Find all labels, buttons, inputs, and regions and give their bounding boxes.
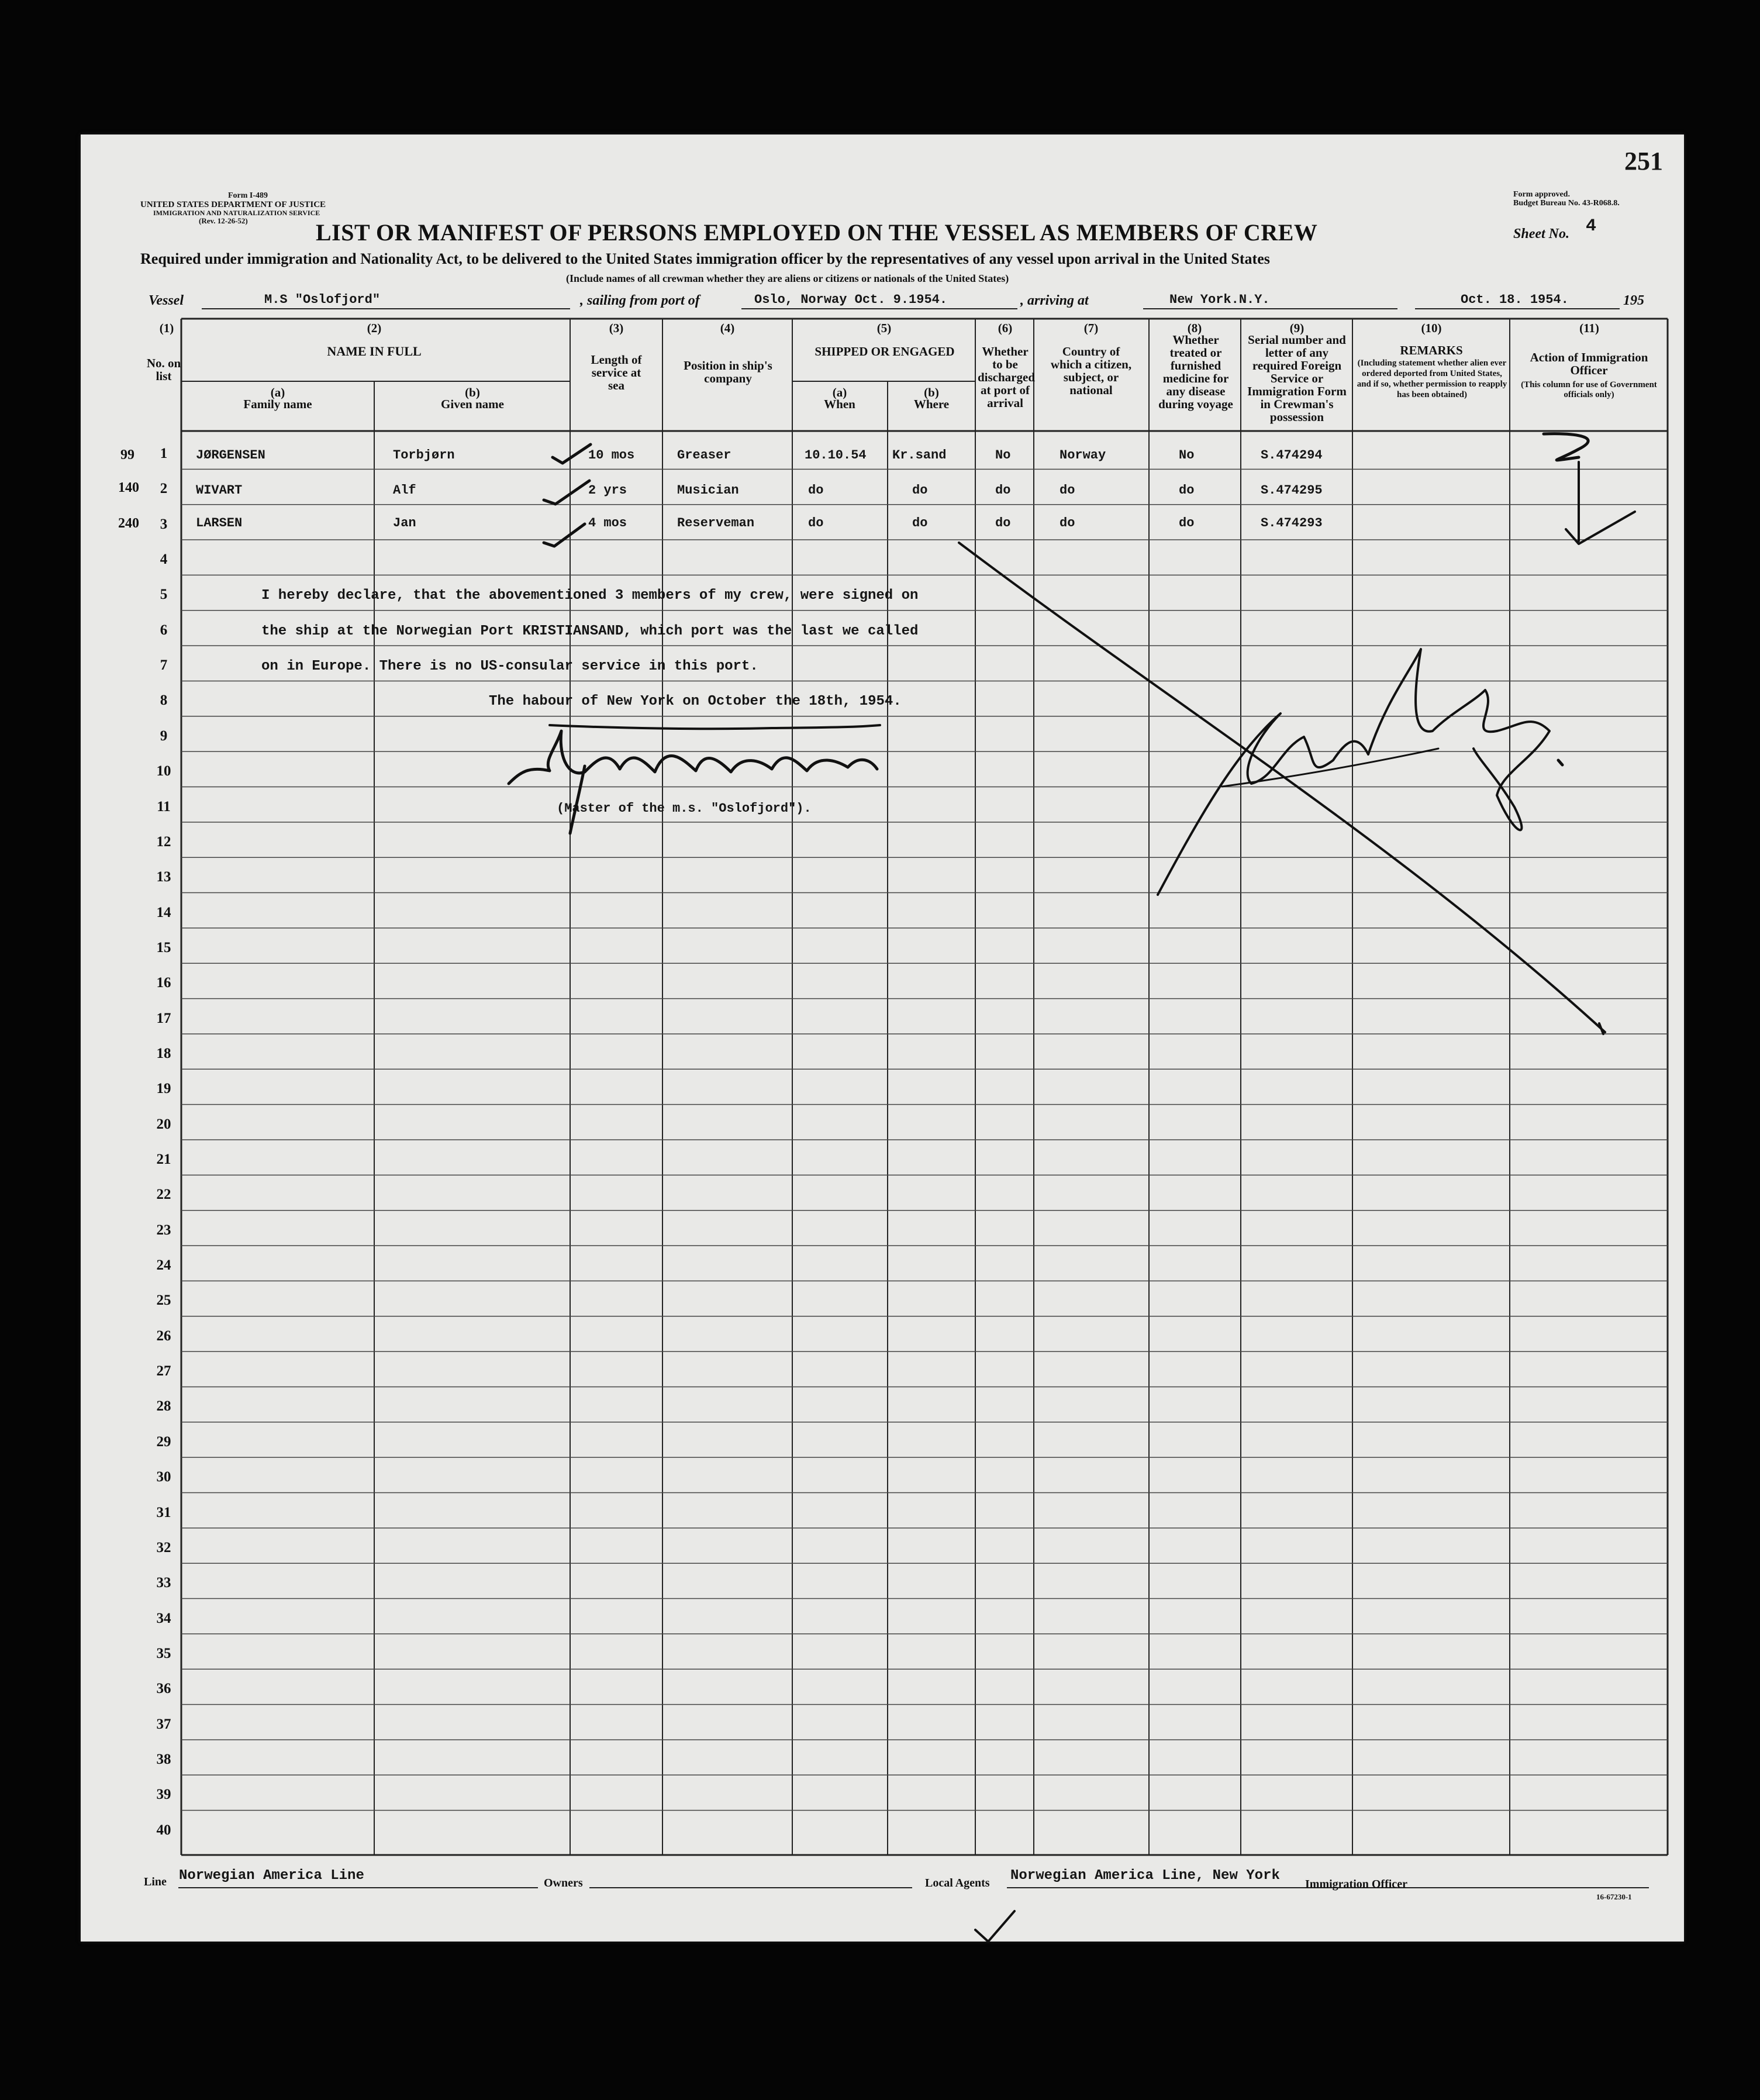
sailing-port: Oslo, Norway Oct. 9.1954. [754, 292, 948, 307]
col7-num: (7) [1083, 321, 1099, 335]
line-number: 37 [156, 1716, 171, 1732]
master-caption: (Master of the m.s. "Oslofjord"). [557, 801, 812, 816]
line-number: 4 [160, 551, 168, 568]
col2a-label: Family name [243, 397, 312, 411]
given-name: Jan [393, 516, 416, 530]
officer-signature [1158, 649, 1550, 895]
line-number: 9 [160, 727, 168, 744]
col5-label: SHIPPED OR ENGAGED [815, 344, 955, 358]
officer-label: Immigration Officer [1305, 1878, 1407, 1891]
agents-value: Norwegian America Line, New York [1010, 1868, 1280, 1884]
col5b-num: (b) [924, 385, 939, 399]
serial-number: S.474294 [1261, 448, 1323, 463]
cancel-line [959, 543, 1605, 1032]
officer-signature [1558, 760, 1562, 765]
col11-note: (This column for use of Government officials only) [1521, 380, 1657, 399]
master-signature [509, 731, 877, 784]
line-number: 18 [156, 1045, 171, 1061]
master-signature [550, 725, 880, 729]
col10-num: (10) [1421, 321, 1442, 335]
print-code: 16-67230-1 [1596, 1892, 1632, 1901]
col5a-num: (a) [832, 385, 847, 399]
service-length: 2 yrs [588, 483, 627, 498]
line-number: 27 [156, 1363, 171, 1380]
given-name: Torbjørn [393, 448, 455, 463]
line-number: 24 [156, 1257, 171, 1274]
action-mark-icon [1544, 434, 1588, 460]
line-number: 14 [156, 904, 171, 920]
declaration-line: the ship at the Norwegian Port KRISTIANSAND, which port was the last we called [261, 623, 919, 639]
service-length: 10 mos [588, 448, 635, 463]
checkmark-icon [553, 444, 591, 463]
position: Reserveman [677, 516, 755, 530]
line-number: 12 [156, 833, 171, 850]
form-approved: Form approved. [1513, 190, 1570, 199]
col8-label: Whether treated or furnished medicine for any disease during voyage [1158, 333, 1233, 411]
action-arrow-icon [1566, 462, 1635, 544]
line-number: 20 [156, 1116, 171, 1132]
col4-label: Position in ship's company [684, 358, 772, 385]
col2a-num: (a) [270, 385, 285, 399]
officer-signature [1222, 749, 1438, 787]
line-number: 1 [160, 446, 168, 461]
col5a-label: When [824, 397, 855, 411]
discharged: do [995, 483, 1011, 498]
form-number: Form I-489 [228, 191, 268, 200]
discharged: No [995, 448, 1011, 463]
line-value: Norwegian America Line [179, 1868, 364, 1884]
col2-num: (2) [367, 321, 382, 335]
form-revision: (Rev. 12-26-52) [199, 216, 248, 225]
line-number: 22 [156, 1187, 171, 1203]
line-number: 34 [156, 1610, 171, 1626]
family-name: LARSEN [196, 516, 243, 530]
engaged-when: do [808, 516, 824, 530]
service-length: 4 mos [588, 516, 627, 530]
line-number: 7 [160, 657, 168, 674]
col5-num: (5) [876, 321, 892, 335]
declaration-line: on in Europe. There is no US-consular service in this port. [261, 658, 758, 674]
country: Norway [1060, 448, 1106, 463]
service-name: IMMIGRATION AND NATURALIZATION SERVICE [153, 209, 320, 217]
country: do [1060, 516, 1075, 530]
position: Musician [677, 483, 739, 498]
arrival-date: Oct. 18. 1954. [1461, 292, 1569, 307]
discharged: do [995, 516, 1011, 530]
col1-label: No. on list [146, 356, 181, 383]
line-number: 28 [156, 1398, 171, 1415]
line-number: 33 [156, 1575, 171, 1591]
col9-label: Serial number and letter of any required Foreign Service or Immigration Form in Crewman's possession [1247, 333, 1347, 424]
form-title: LIST OR MANIFEST OF PERSONS EMPLOYED ON THE VESSEL AS MEMBERS OF CREW [316, 219, 1318, 246]
line-number: 35 [156, 1645, 171, 1661]
col7-label: Country of which a citizen, subject, or national [1050, 344, 1132, 397]
line-number: 17 [156, 1010, 171, 1026]
col5b-label: Where [913, 397, 950, 411]
checkmark-icon [544, 524, 585, 546]
col6-num: (6) [998, 321, 1013, 335]
position: Greaser [677, 448, 731, 463]
col10-note: (Including statement whether alien ever ordered deported from United States, and if so, whether permission to reapply has been obtained) [1357, 358, 1507, 399]
arrival-port: New York.N.Y. [1169, 292, 1270, 307]
col4-num: (4) [720, 321, 735, 335]
col1-num: (1) [159, 321, 174, 335]
checkmark-icon [975, 1911, 1014, 1942]
col3-num: (3) [609, 321, 624, 335]
engaged-where: Kr.sand [892, 448, 947, 463]
medicine: No [1179, 448, 1195, 463]
engaged-where: do [912, 483, 928, 498]
line-number: 6 [160, 622, 168, 638]
declaration-date: The habour of New York on October the 18th, 1954. [489, 694, 902, 709]
line-number: 15 [156, 939, 171, 956]
col10-label: REMARKS [1400, 343, 1463, 357]
col11-num: (11) [1579, 321, 1599, 335]
col9-num: (9) [1289, 321, 1305, 335]
arriving-label: , arriving at [1020, 293, 1089, 308]
budget-bureau: Budget Bureau No. 43-R068.8. [1513, 199, 1620, 208]
line-number: 39 [156, 1787, 171, 1803]
line-label: Line [144, 1875, 167, 1888]
margin-number: 99 [120, 447, 134, 463]
col2b-label: Given name [441, 397, 504, 411]
col2b-num: (b) [465, 385, 480, 399]
line-number: 16 [156, 975, 171, 991]
form-subtitle: Required under immigration and Nationality Act, to be delivered to the United States immigration officer by the representatives of any vessel upon arrival in the United States [140, 250, 1270, 267]
include-note: (Include names of all crewman whether they are aliens or citizens or nationals of the United States) [566, 273, 1009, 284]
margin-number: 240 [118, 516, 139, 531]
line-number: 8 [160, 692, 168, 709]
country: do [1060, 483, 1075, 498]
line-number: 5 [160, 587, 168, 603]
serial-number: S.474295 [1261, 483, 1323, 498]
col2-label: NAME IN FULL [327, 344, 422, 358]
line-number: 25 [156, 1292, 171, 1309]
declaration-line: I hereby declare, that the abovementioned 3 members of my crew, were signed on [261, 588, 919, 604]
year-label: 195 [1623, 293, 1644, 308]
line-number: 23 [156, 1222, 171, 1238]
family-name: JØRGENSEN [196, 448, 265, 463]
vessel-label: Vessel [149, 293, 184, 308]
master-signature [570, 766, 585, 833]
given-name: Alf [393, 483, 416, 498]
line-number: 11 [157, 798, 171, 815]
line-number: 19 [156, 1081, 171, 1097]
line-number: 38 [156, 1751, 171, 1767]
engaged-when: do [808, 483, 824, 498]
col3-label: Length of service at sea [591, 353, 642, 392]
sailing-label: , sailing from port of [580, 293, 700, 308]
line-number: 21 [156, 1151, 171, 1167]
line-number: 30 [156, 1469, 171, 1485]
sheet-number: 4 [1586, 216, 1597, 236]
engaged-when: 10.10.54 [805, 448, 867, 463]
margin-number: 140 [118, 480, 139, 495]
col11-label: Action of Immigration Officer [1530, 350, 1648, 377]
owners-label: Owners [544, 1877, 583, 1889]
line-number: 26 [156, 1327, 171, 1344]
medicine: do [1179, 483, 1195, 498]
engaged-where: do [912, 516, 928, 530]
department-name: UNITED STATES DEPARTMENT OF JUSTICE [140, 200, 326, 209]
line-number: 29 [156, 1433, 171, 1450]
line-number: 2 [160, 481, 168, 497]
sheet-label: Sheet No. [1513, 226, 1569, 242]
line-number: 40 [156, 1822, 171, 1838]
line-number: 3 [160, 516, 168, 532]
line-number: 36 [156, 1681, 171, 1697]
medicine: do [1179, 516, 1195, 530]
line-number: 32 [156, 1539, 171, 1556]
family-name: WIVART [196, 483, 243, 498]
checkmark-icon [544, 481, 589, 504]
line-number: 13 [156, 869, 171, 885]
agents-label: Local Agents [925, 1877, 990, 1889]
line-number: 10 [156, 763, 171, 780]
vessel-name: M.S "Oslofjord" [264, 292, 381, 307]
page-number: 251 [1624, 147, 1663, 175]
line-number: 31 [156, 1504, 171, 1520]
col8-num: (8) [1187, 321, 1202, 335]
col6-label: Whether to be discharged at port of arrival [978, 344, 1036, 410]
serial-number: S.474293 [1261, 516, 1323, 530]
